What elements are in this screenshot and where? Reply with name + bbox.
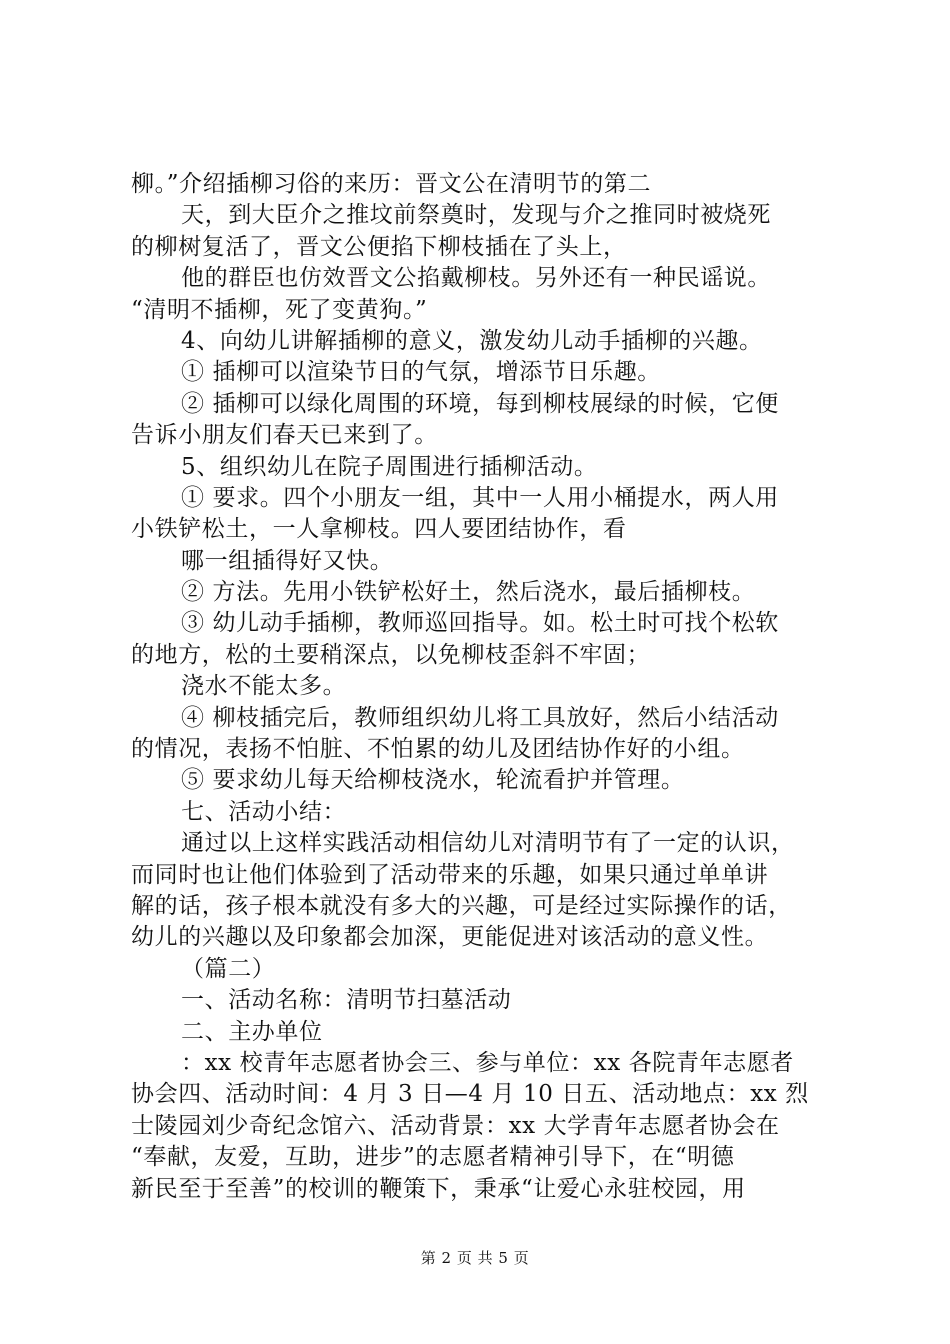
text-line: 士陵园刘少奇纪念馆六、活动背景：xx 大学青年志愿者协会在 <box>131 1112 780 1139</box>
text-line: 一、活动名称：清明节扫墓活动 <box>181 987 512 1014</box>
text-line: 小铁铲松土，一人拿柳枝。四人要团结协作，看 <box>131 516 627 543</box>
text-line: 他的群臣也仿效晋文公掐戴柳枝。另外还有一种民谣说。 <box>181 265 771 292</box>
text-line: 柳。”介绍插柳习俗的来历：晋文公在清明节的第二 <box>131 171 652 197</box>
text-line: 的情况，表扬不怕脏、不怕累的幼儿及团结协作好的小组。 <box>131 736 745 763</box>
text-line: 七、活动小结： <box>181 798 347 825</box>
text-line: ③ 幼儿动手插柳，教师巡回指导。如。松土时可找个松软 <box>181 610 779 637</box>
text-line: ② 方法。先用小铁铲松好土，然后浇水，最后插柳枝。 <box>181 579 756 606</box>
text-line: ② 插柳可以绿化周围的环境，每到柳枝展绿的时候，它便 <box>181 390 779 417</box>
text-line: 而同时也让他们体验到了活动带来的乐趣，如果只通过单单讲 <box>131 861 769 888</box>
text-line: 幼儿的兴趣以及印象都会加深，更能促进对该活动的意义性。 <box>131 924 769 951</box>
text-line: ④ 柳枝插完后，教师组织幼儿将工具放好，然后小结活动 <box>181 704 779 731</box>
text-line: 4、向幼儿讲解插柳的意义，激发幼儿动手插柳的兴趣。 <box>181 327 763 354</box>
text-line: “奉献，友爱，互助，进步”的志愿者精神引导下，在“明德 <box>131 1144 735 1171</box>
text-line: ① 要求。四个小朋友一组，其中一人用小桶提水，两人用 <box>181 484 779 511</box>
document-body <box>131 169 841 1205</box>
text-line: 协会四、活动时间：4 月 3 日—4 月 10 日五、活动地点：xx 烈 <box>131 1081 809 1108</box>
text-line: （篇二） <box>181 955 276 982</box>
text-line: 解的话，孩子根本就没有多大的兴趣，可是经过实际操作的话， <box>131 892 792 919</box>
text-line: ：xx 校青年志愿者协会三、参与单位：xx 各院青年志愿者 <box>181 1049 794 1076</box>
text-line: 浇水不能太多。 <box>181 673 347 700</box>
text-line: 的柳树复活了，晋文公便掐下柳枝插在了头上， <box>131 233 627 260</box>
text-line: ⑤ 要求幼儿每天给柳枝浇水，轮流看护并管理。 <box>181 767 685 794</box>
text-line: 哪一组插得好又快。 <box>181 547 394 574</box>
text-line: 天，到大臣介之推坟前祭奠时，发现与介之推同时被烧死 <box>181 202 771 229</box>
text-line: 告诉小朋友们春天已来到了。 <box>131 422 438 449</box>
text-line: “清明不插柳，死了变黄狗。” <box>131 296 428 323</box>
text-line: 的地方，松的土要稍深点，以免柳枝歪斜不牢固； <box>131 641 651 668</box>
page-number-footer: 第 2 页 共 5 页 <box>420 1249 530 1267</box>
text-line: 通过以上这样实践活动相信幼儿对清明节有了一定的认识， <box>181 830 795 857</box>
text-line: 新民至于至善”的校训的鞭策下，秉承“让爱心永驻校园，用 <box>131 1175 746 1202</box>
text-line: ① 插柳可以渲染节日的气氛，增添节日乐趣。 <box>181 359 661 386</box>
text-line: 5、组织幼儿在院子周围进行插柳活动。 <box>181 453 598 480</box>
text-line: 二、主办单位 <box>181 1018 323 1045</box>
